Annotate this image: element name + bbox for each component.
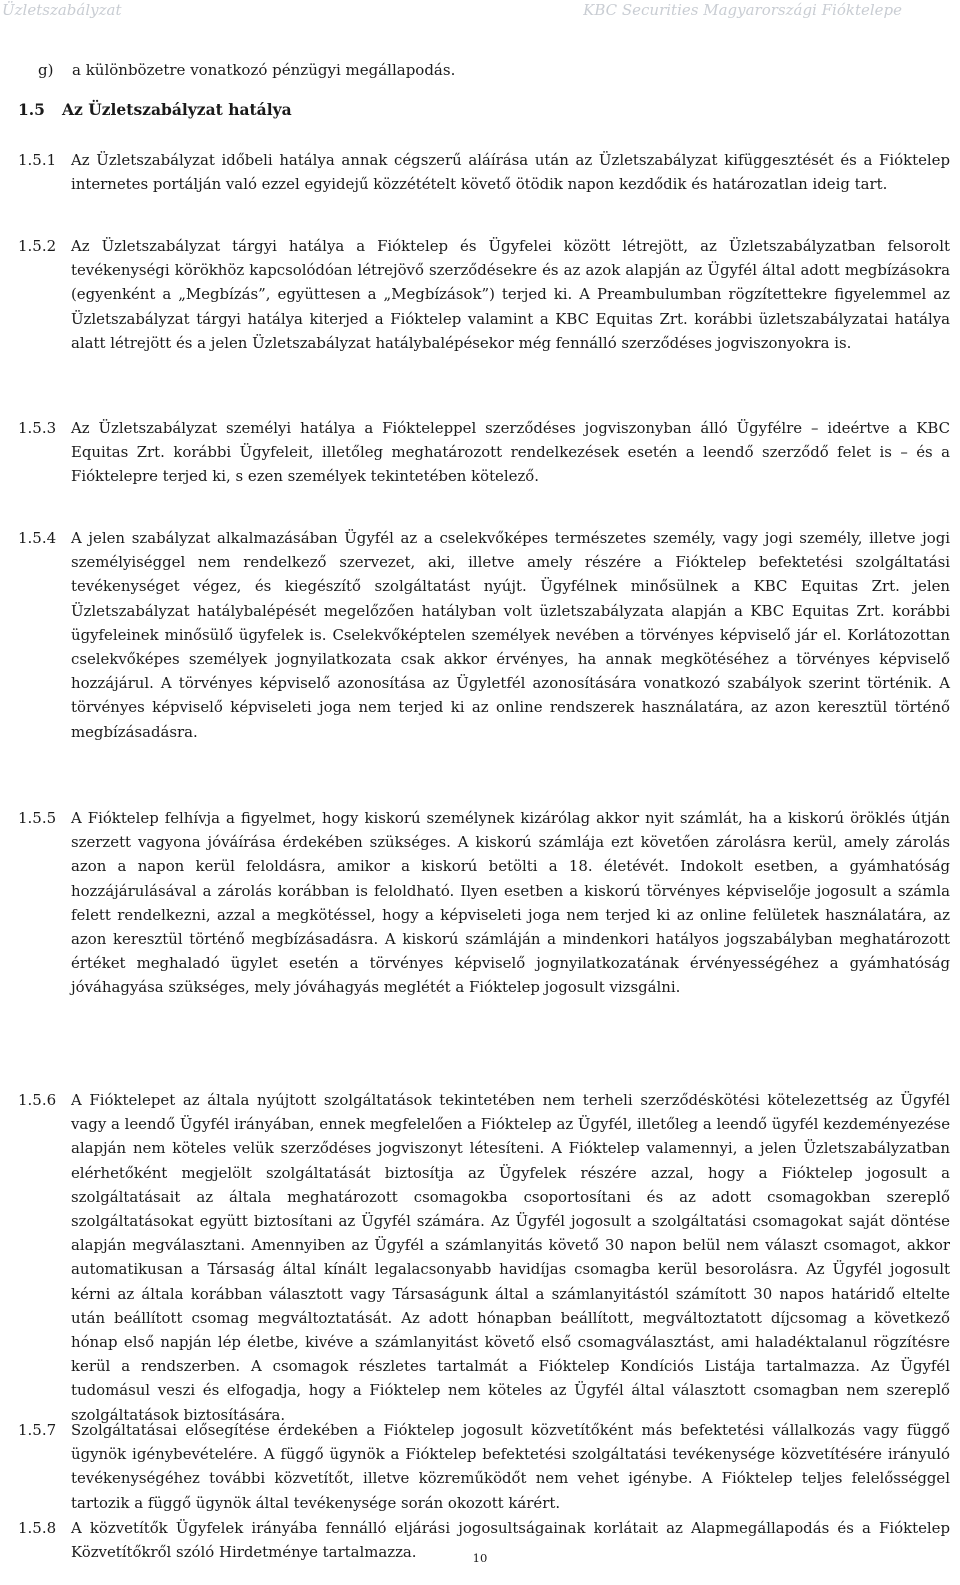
- paragraph-number: 1.5.6: [18, 1091, 57, 1109]
- page-header: [0, 0, 960, 30]
- section-heading: [18, 98, 292, 122]
- paragraph-1-5-1: [18, 148, 950, 196]
- paragraph-1-5-5: [18, 806, 950, 1000]
- paragraph-text: Az Üzletszabályzat tárgyi hatálya a Fióktelep és Ügyfelei között létrejött, az Üzletszabályzatban felsorolt tevékenységi körökhöz kapcsolódóan létrejövő szerződésekre és az azok alapján az Ügyfél által adott megbízásokra (egyenként a „Megbízás”, együttesen a „Megbízások”) terjed ki. A Preambulumban rögzítettekre figyelemmel az Üzletszabályzat tárgyi hatálya kiterjed a Fióktelep valamint a KBC Equitas Zrt. korábbi üzletszabályzatai hatálya alatt létrejött és a jelen Üzletszabályzat hatálybalépésekor még fennálló szerződéses jogviszonyokra is.: [71, 237, 950, 352]
- paragraph-text: Az Üzletszabályzat személyi hatálya a Fiókteleppel szerződéses jogviszonyban álló Ügyfélre – ideértve a KBC Equitas Zrt. korábbi Ügyfeleit, illetőleg meghatározott rendelkezések esetén a leendő szerződő felet is – és a Fióktelepre terjed ki, s ezen személyek tekintetében kötelező.: [71, 419, 950, 486]
- section-title: Az Üzletszabályzat hatálya: [62, 100, 292, 119]
- paragraph-number: 1.5.7: [18, 1421, 57, 1439]
- paragraph-1-5-4: [18, 526, 950, 744]
- paragraph-1-5-6: [18, 1088, 950, 1427]
- header-company-name: KBC Securities Magyarországi Fióktelepe: [583, 1, 902, 19]
- paragraph-1-5-2: [18, 234, 950, 355]
- paragraph-number: 1.5.4: [18, 529, 57, 547]
- paragraph-text: A Fióktelep felhívja a figyelmet, hogy kiskorú személynek kizárólag akkor nyit számlát, ha a kiskorú öröklés útján szerzett vagyona jóváírása érdekében szükséges. A kiskorú számlája ezt követően zárolásra kerül, amely zárolás azon a napon kerül feloldásra, amikor a kiskorú betölti a 18. életévét. Indokolt esetben, a gyámhatóság hozzájárulásával a zárolás korábban is feloldható. Ilyen esetben a kiskorú törvényes képviselője jogosult a számla felett rendelkezni, azzal a megkötéssel, hogy a képviseleti joga nem terjed ki az online felületek használatára, az azon keresztül történő megbízásadásra. A kiskorú számláján a mindenkori hatályos jogszabályban meghatározott értéket meghaladó ügylet esetén a törvényes képviselő jognyilatkozatának érvényességéhez a gyámhatóság jóváhagyása szükséges, mely jóváhagyás meglétét a Fióktelep jogosult vizsgálni.: [71, 809, 950, 997]
- paragraph-text: A közvetítők Ügyfelek irányába fennálló eljárási jogosultságainak korlátait az Alapmegállapodás és a Fióktelep Közvetítőkről szóló Hirdetménye tartalmazza.: [71, 1519, 950, 1562]
- list-item-marker: g): [38, 61, 54, 79]
- paragraph-1-5-3: [18, 416, 950, 489]
- paragraph-number: 1.5.8: [18, 1519, 57, 1537]
- paragraph-text: Az Üzletszabályzat időbeli hatálya annak cégszerű aláírása után az Üzletszabályzat kifüggesztését és a Fióktelep internetes portálján való ezzel egyidejű közzétételt követő ötödik napon kezdődik és határozatlan ideig tart.: [71, 151, 950, 194]
- list-item: [38, 58, 938, 82]
- paragraph-text: A Fióktelepet az általa nyújtott szolgáltatások tekintetében nem terheli szerződéskötési kötelezettség az Ügyfél vagy a leendő Ügyfél irányában, ennek megfelelően a Fióktelep az Ügyfél, illetőleg a leendő ügyfél kezdeményezése alapján nem köteles velük szerződéses jogviszonyt létesíteni. A Fióktelep valamennyi, a jelen Üzletszabályzatban elérhetőként megjelölt szolgáltatását biztosítja az Ügyfelek részére azzal, hogy a Fióktelep jogosult a szolgáltatásait az általa meghatározott csomagokba csoportosítani és az adott csomagokban szereplő szolgáltatásokat együtt biztosítani az Ügyfél számára. Az Ügyfél jogosult a szolgáltatási csomagokat saját döntése alapján megválasztani. Amennyiben az Ügyfél a számlanyitás követő 30 napon belül nem választ csomagot, akkor automatikusan a Társaság által kínált legalacsonyabb havidíjas csomagba kerül besorolásra. Az Ügyfél jogosult kérni az általa korábban választott vagy Társaságunk által a számlanyitástól számított 30 napos határidő eltelte után beállított csomag megváltoztatását. Az adott hónapban beállított, megváltoztatott díjcsomag a következő hónap első napján lép életbe, kivéve a számlanyitást követő első csomagválasztást, ami haladéktalanul rögzítésre kerül a rendszerben. A csomagok részletes tartalmát a Fióktelep Kondíciós Listája tartalmazza. Az Ügyfél tudomásul veszi és elfogadja, hogy a Fióktelep nem köteles az Ügyfél által választott csomagban nem szereplő szolgáltatások biztosítására.: [71, 1091, 950, 1424]
- paragraph-number: 1.5.5: [18, 809, 57, 827]
- paragraph-number: 1.5.3: [18, 419, 57, 437]
- paragraph-number: 1.5.2: [18, 237, 57, 255]
- paragraph-text: A jelen szabályzat alkalmazásában Ügyfél az a cselekvőképes természetes személy, vagy jogi személy, illetve jogi személyiséggel nem rendelkező szervezet, aki, illetve amely részére a Fióktelep befektetési szolgáltatási tevékenységet végez, és kiegészítő szolgáltatást nyújt. Ügyfélnek minősülnek a KBC Equitas Zrt. jelen Üzletszabályzat hatálybalépését megelőzően hatályban volt üzletszabályzata alapján a KBC Equitas Zrt. korábbi ügyfeleinek minősülő ügyfelek is. Cselekvőképtelen személyek nevében a törvényes képviselő jár el. Korlátozottan cselekvőképes személyek jognyilatkozata csak akkor érvényes, ha annak megkötéséhez a törvényes képviselő hozzájárul. A törvényes képviselő azonosítása az Ügyletfél azonosítására vonatkozó szabályok szerint történik. A törvényes képviselő képviseleti joga nem terjed ki az online rendszerek használatára, az azon keresztül történő megbízásadásra.: [71, 529, 950, 741]
- page-number: 10: [472, 1551, 488, 1565]
- list-item-text: a különbözetre vonatkozó pénzügyi megállapodás.: [72, 61, 456, 79]
- paragraph-text: Szolgáltatásai elősegítése érdekében a Fióktelep jogosult közvetítőként más befektetési vállalkozás vagy függő ügynök igénybevételére. A függő ügynök a Fióktelep befektetési szolgáltatási tevékenysége közvetítésére irányuló tevékenységéhez további közvetítőt, illetve közreműködőt nem vehet igénybe. A Fióktelep teljes felelősséggel tartozik a függő ügynök által tevékenysége során okozott kárért.: [71, 1421, 950, 1512]
- paragraph-1-5-7: [18, 1418, 950, 1515]
- paragraph-number: 1.5.1: [18, 151, 57, 169]
- section-number: 1.5: [18, 100, 45, 119]
- header-document-title: Üzletszabályzat: [2, 1, 122, 19]
